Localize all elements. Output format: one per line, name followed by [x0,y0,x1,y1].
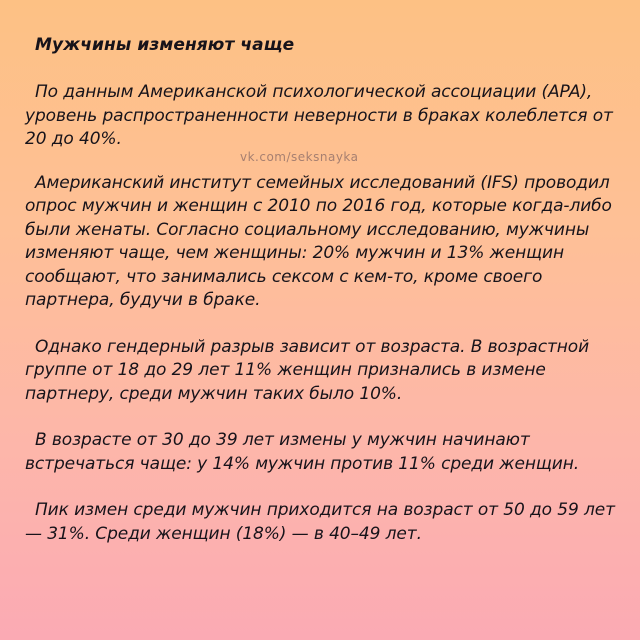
article-card [25,33,620,569]
paragraph-peak: Пик измен среди мужчин приходится на возраст от 50 до 59 лет — 31%. Среди женщин (18%) — в 40–49 лет. [25,500,615,544]
article-title: Мужчины изменяют чаще [35,35,295,55]
paragraph-age-30-39: В возрасте от 30 до 39 лет измены у мужчин начинают встречаться чаще: у 14% мужчин против 11% среди женщин. [25,430,580,474]
watermark-text: vk.com/seksnayka [240,150,359,164]
paragraph-apa: По данным Американской психологической ассоциации (APA), уровень распространенности неверности в браках колеблется от 20 до 40%. [25,82,613,149]
paragraph-age-18-29: Однако гендерный разрыв зависит от возраста. В возрастной группе от 18 до 29 лет 11% женщин признались в измене партнеру, среди мужчин таких было 10%. [25,336,590,404]
paragraph-ifs: Американский институт семейных исследований (IFS) проводил опрос мужчин и женщин с 2010 по 2016 год, которые когда-либо были женаты. Согласно социальному исследованию, мужчины изменяют чаще, чем женщины: 20% мужчин и 13% женщин сообщают, что занимались сексом с кем-то, кроме своего партнера, будучи в браке. [25,172,612,310]
